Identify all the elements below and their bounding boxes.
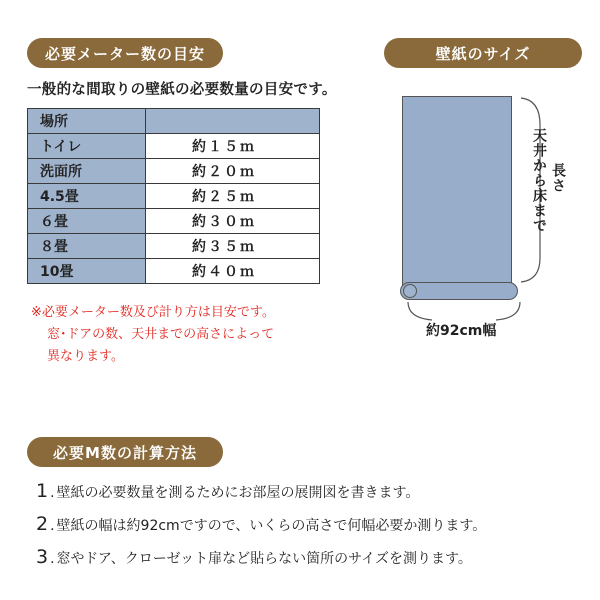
room-cell: 4.5畳: [28, 184, 146, 209]
amount-cell: 約２５ｍ: [146, 184, 320, 209]
step-number: 2: [36, 513, 49, 535]
header-cell-place: 場所: [28, 109, 146, 134]
width-brace: [408, 302, 520, 320]
list-item: 3 . 窓やドア、クローゼット扉など貼らない箇所のサイズを測ります。: [36, 546, 472, 568]
amount-cell: 約１５ｍ: [146, 134, 320, 159]
intro-text: 一般的な間取りの壁紙の必要数量の目安です。: [27, 82, 337, 98]
section-title-meter: 必要メーター数の目安: [27, 38, 223, 68]
width-label: 約92cm幅: [426, 323, 497, 339]
list-item: 1 . 壁紙の必要数量を測るためにお部屋の展開図を書きます。: [36, 480, 420, 502]
length-label: 長さ: [550, 163, 566, 193]
room-cell: トイレ: [28, 134, 146, 159]
room-cell: ８畳: [28, 234, 146, 259]
note-line-1: ※必要メーター数及び計り方は目安です。: [31, 305, 275, 320]
calc-steps: [36, 480, 486, 579]
step-text: 壁紙の幅は約92cmですので、いくらの高さで何幅必要か測ります。: [56, 518, 487, 534]
step-number: 1: [36, 480, 49, 502]
note-line-3: 異なります。: [47, 349, 124, 364]
amount-cell: 約３０ｍ: [146, 209, 320, 234]
amount-cell: 約２０ｍ: [146, 159, 320, 184]
amount-cell: 約４０ｍ: [146, 259, 320, 284]
room-cell: ６畳: [28, 209, 146, 234]
section-title-size: 壁紙のサイズ: [384, 38, 582, 68]
list-item: 2 . 壁紙の幅は約92cmですので、いくらの高さで何幅必要か測ります。: [36, 513, 487, 535]
room-cell: 10畳: [28, 259, 146, 284]
step-number: 3: [36, 546, 49, 568]
note-line-2: 窓･ドアの数、天井までの高さによって: [47, 327, 275, 342]
ceiling-to-floor-label: 天井から床まで: [531, 128, 547, 233]
step-text: 壁紙の必要数量を測るためにお部屋の展開図を書きます。: [56, 485, 420, 501]
amount-cell: 約３５ｍ: [146, 234, 320, 259]
step-text: 窓やドア、クローゼット扉など貼らない箇所のサイズを測ります。: [56, 551, 472, 567]
room-cell: 洗面所: [28, 159, 146, 184]
section-title-calc: 必要M数の計算方法: [27, 437, 223, 467]
